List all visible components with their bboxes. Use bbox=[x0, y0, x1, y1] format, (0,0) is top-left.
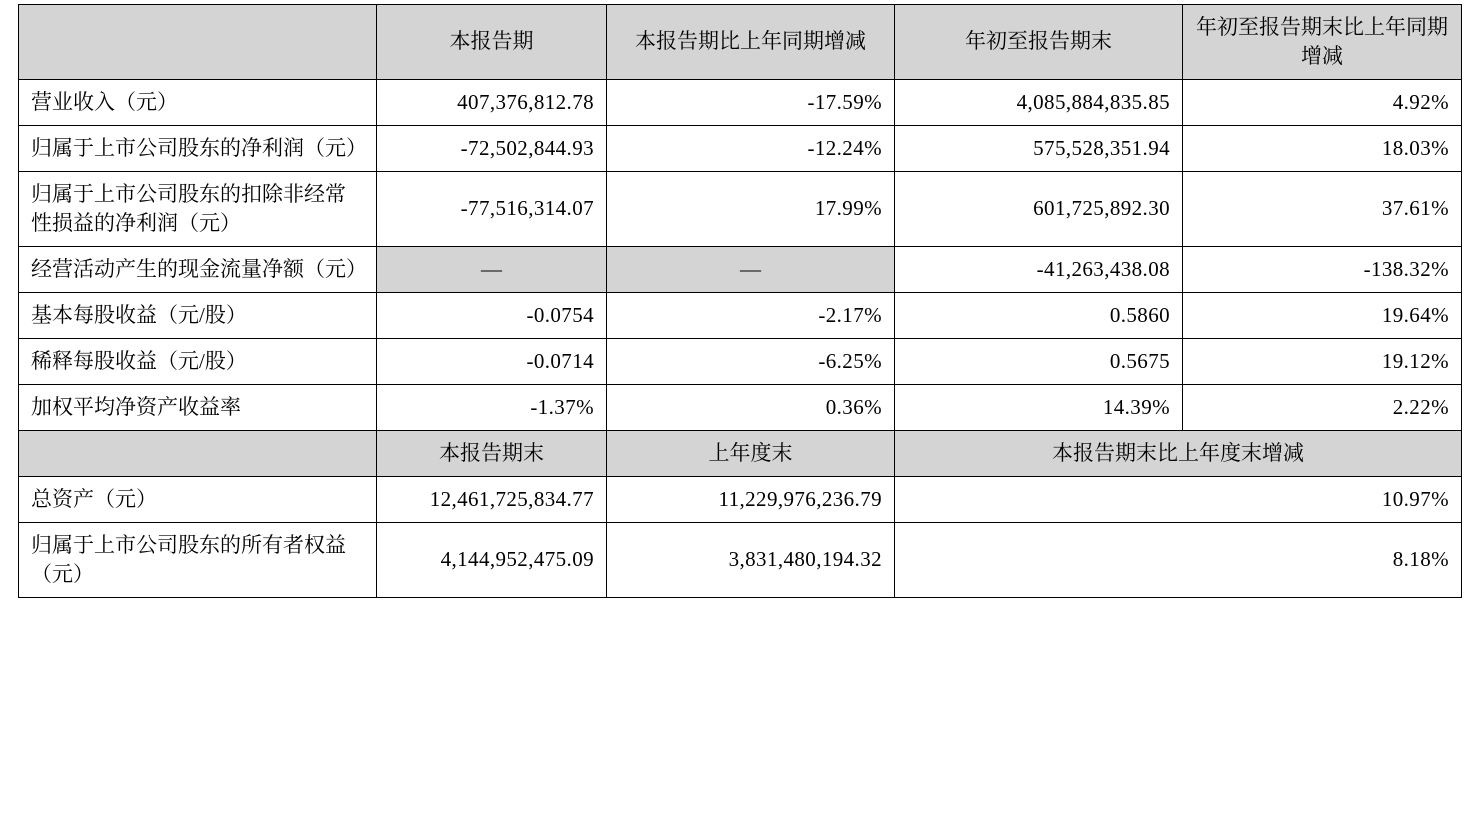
row-value: -17.59% bbox=[607, 79, 895, 125]
header-period-end: 本报告期末 bbox=[377, 430, 607, 476]
table-header-row-1 bbox=[19, 5, 1462, 80]
table-row bbox=[19, 522, 1462, 597]
table-row bbox=[19, 292, 1462, 338]
row-label: 总资产（元） bbox=[19, 476, 377, 522]
row-value: -6.25% bbox=[607, 338, 895, 384]
table-row bbox=[19, 125, 1462, 171]
row-value: 2.22% bbox=[1183, 384, 1462, 430]
header-current-period-yoy: 本报告期比上年同期增减 bbox=[607, 5, 895, 80]
row-value: -41,263,438.08 bbox=[895, 246, 1183, 292]
row-value: 4,085,884,835.85 bbox=[895, 79, 1183, 125]
row-value: 407,376,812.78 bbox=[377, 79, 607, 125]
row-value: 19.12% bbox=[1183, 338, 1462, 384]
row-value: 4,144,952,475.09 bbox=[377, 522, 607, 597]
row-value: — bbox=[607, 246, 895, 292]
row-label: 基本每股收益（元/股） bbox=[19, 292, 377, 338]
row-label: 经营活动产生的现金流量净额（元） bbox=[19, 246, 377, 292]
row-value: -2.17% bbox=[607, 292, 895, 338]
table-header-row-2 bbox=[19, 430, 1462, 476]
row-value: 19.64% bbox=[1183, 292, 1462, 338]
table-row bbox=[19, 384, 1462, 430]
row-value: 3,831,480,194.32 bbox=[607, 522, 895, 597]
row-value: 10.97% bbox=[895, 476, 1462, 522]
header-corner-cell bbox=[19, 5, 377, 80]
row-label: 稀释每股收益（元/股） bbox=[19, 338, 377, 384]
row-value: 17.99% bbox=[607, 171, 895, 246]
row-label: 营业收入（元） bbox=[19, 79, 377, 125]
row-value: — bbox=[377, 246, 607, 292]
row-label: 归属于上市公司股东的净利润（元） bbox=[19, 125, 377, 171]
financial-summary-table bbox=[18, 4, 1462, 598]
row-value: 4.92% bbox=[1183, 79, 1462, 125]
row-value: 601,725,892.30 bbox=[895, 171, 1183, 246]
row-value: 12,461,725,834.77 bbox=[377, 476, 607, 522]
row-value: 14.39% bbox=[895, 384, 1183, 430]
table-row bbox=[19, 79, 1462, 125]
header-ytd-yoy: 年初至报告期末比上年同期增减 bbox=[1183, 5, 1462, 80]
row-value: 11,229,976,236.79 bbox=[607, 476, 895, 522]
row-value: -0.0714 bbox=[377, 338, 607, 384]
table-row bbox=[19, 171, 1462, 246]
row-value: -77,516,314.07 bbox=[377, 171, 607, 246]
row-value: -138.32% bbox=[1183, 246, 1462, 292]
row-label: 归属于上市公司股东的扣除非经常性损益的净利润（元） bbox=[19, 171, 377, 246]
row-value: 8.18% bbox=[895, 522, 1462, 597]
table-row bbox=[19, 476, 1462, 522]
table-row bbox=[19, 338, 1462, 384]
row-value: -72,502,844.93 bbox=[377, 125, 607, 171]
row-value: 0.36% bbox=[607, 384, 895, 430]
header-prior-year-end: 上年度末 bbox=[607, 430, 895, 476]
row-value: 0.5860 bbox=[895, 292, 1183, 338]
row-label: 归属于上市公司股东的所有者权益（元） bbox=[19, 522, 377, 597]
header-corner-cell-2 bbox=[19, 430, 377, 476]
table-row bbox=[19, 246, 1462, 292]
row-value: -1.37% bbox=[377, 384, 607, 430]
row-value: 37.61% bbox=[1183, 171, 1462, 246]
row-value: 575,528,351.94 bbox=[895, 125, 1183, 171]
header-period-end-change: 本报告期末比上年度末增减 bbox=[895, 430, 1462, 476]
row-value: 0.5675 bbox=[895, 338, 1183, 384]
row-value: 18.03% bbox=[1183, 125, 1462, 171]
row-value: -0.0754 bbox=[377, 292, 607, 338]
header-ytd: 年初至报告期末 bbox=[895, 5, 1183, 80]
row-label: 加权平均净资产收益率 bbox=[19, 384, 377, 430]
header-current-period: 本报告期 bbox=[377, 5, 607, 80]
row-value: -12.24% bbox=[607, 125, 895, 171]
